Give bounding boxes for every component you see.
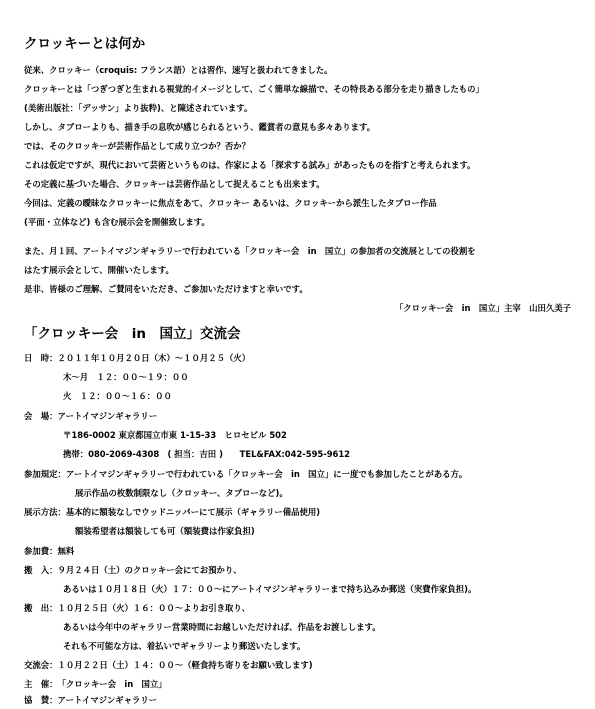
fee-label: 参加費： <box>24 546 58 556</box>
party-row <box>24 658 313 672</box>
carry-in-detail: あるいは１０月１８日（火）１７：００～にアートイマジンギャラリーまで持ち込みか郵送（実費作家負担)。 <box>63 584 477 594</box>
venue-row <box>24 409 157 423</box>
paragraph-line: また、月１回、アートイマジンギャラリーで行われている「クロッキー会 in 国立」の参加者の交流展としての役割を <box>24 246 476 256</box>
venue-name: アートイマジンギャラリー <box>57 411 158 421</box>
carry-in-label: 搬 入： <box>24 565 58 575</box>
carry-in-row <box>24 563 242 577</box>
party-label: 交流会： <box>24 660 58 670</box>
section1-title: クロッキーとは何か <box>24 36 146 52</box>
rules-detail: 展示作品の枚数制限なし（クロッキー、タブローなど)。 <box>75 488 288 498</box>
carry-out-label: 搬 出： <box>24 603 58 613</box>
paragraph-line: 今回は、定義の曖昧なクロッキーに焦点をあて、クロッキー あるいは、クロッキーから派生したタブロー作品 <box>24 198 437 208</box>
dates-label: 日 時： <box>24 353 58 363</box>
venue-address: 〒186-0002 東京都国立市東 1-15-33 ヒロセビル 502 <box>63 430 287 440</box>
carry-out-value: １０月２５日（火）１６：００～よりお引き取り、 <box>57 603 251 613</box>
paragraph-line: (美術出版社：「デッサン」より抜粋)、と陳述されています。 <box>24 103 253 113</box>
carry-out-detail: あるいは今年中のギャラリー営業時間にお越しいただければ、作品をお渡しします。 <box>63 622 381 632</box>
fee-row <box>24 544 74 558</box>
organizer-row <box>24 677 167 691</box>
fee-value: 無料 <box>57 546 75 556</box>
dates-value: ２０１１年１０月２０日（木）～１０月２５（火） <box>57 353 251 363</box>
dates-tuesday-hours: 火 １２：００～１６：００ <box>63 391 172 401</box>
carry-in-value: ９月２４日（土）のクロッキー会にてお預かり、 <box>57 565 242 575</box>
rules-row <box>24 467 467 481</box>
paragraph-line: これは仮定ですが、現代において芸術というものは、作家による「探求する試み」があったものを指すと考えられます。 <box>24 160 476 170</box>
sponsor-row <box>24 693 157 707</box>
organizer-value: 「クロッキー会 in 国立」 <box>57 679 167 689</box>
paragraph-line: 是非、皆様のご理解、ご賛同をいただき、ご参加いただけますと幸いです。 <box>24 284 308 294</box>
section2-title: 「クロッキー会 in 国立」交流会 <box>24 326 241 342</box>
dates-row <box>24 351 250 365</box>
method-row <box>24 505 320 519</box>
venue-label: 会 場： <box>24 411 58 421</box>
rules-value: アートイマジンギャラリーで行われている「クロッキー会 in 国立」に一度でも参加したことがある方。 <box>65 469 468 479</box>
paragraph-line: はたす展示会として、開催いたします。 <box>24 265 174 275</box>
dates-weekday-hours: 木～月 １２：００～１９：００ <box>63 372 189 382</box>
paragraph-line: その定義に基づいた場合、クロッキーは芸術作品として捉えることも出来ます。 <box>24 179 325 189</box>
carry-out-detail-2: それも不可能な方は、着払いでギャラリーより郵送いたします。 <box>63 641 306 651</box>
rules-label: 参加規定： <box>24 469 66 479</box>
paragraph-line: 従来、クロッキー（croquis: フランス語）とは習作、速写と扱われてきました。 <box>24 65 333 75</box>
paragraph-line: クロッキーとは「つぎつぎと生まれる視覚的イメージとして、ごく簡単な線描で、その特長ある部分を走り描きしたもの」 <box>24 84 484 94</box>
carry-out-row <box>24 601 250 615</box>
party-value: １０月２２日（土）１４：００～（軽食持ち寄りをお願い致します) <box>57 660 313 670</box>
paragraph-line: (平面・立体など) も含む展示会を開催致します。 <box>24 217 210 227</box>
venue-contact: 携帯：080-2069-4308 ( 担当：吉田 ) TEL&FAX:042-595-9612 <box>63 449 351 459</box>
signature: 「クロッキー会 in 国立」主宰 山田久美子 <box>394 303 571 313</box>
method-label: 展示方法： <box>24 507 66 517</box>
sponsor-label: 協 賛： <box>24 695 58 705</box>
paragraph-line: では、そのクロッキーが芸術作品として成り立つか？否か？ <box>24 141 250 151</box>
organizer-label: 主 催： <box>24 679 58 689</box>
paragraph-line: しかし、タブローよりも、描き手の息吹が感じられるという、鑑賞者の意見も多々あります。 <box>24 122 376 132</box>
method-detail: 額装希望者は額装しても可（額装費は作家負担) <box>75 526 255 536</box>
method-value: 基本的に額装なしでウッドニッパーにて展示（ギャラリー備品使用) <box>65 507 321 517</box>
sponsor-value: アートイマジンギャラリー <box>57 695 158 705</box>
